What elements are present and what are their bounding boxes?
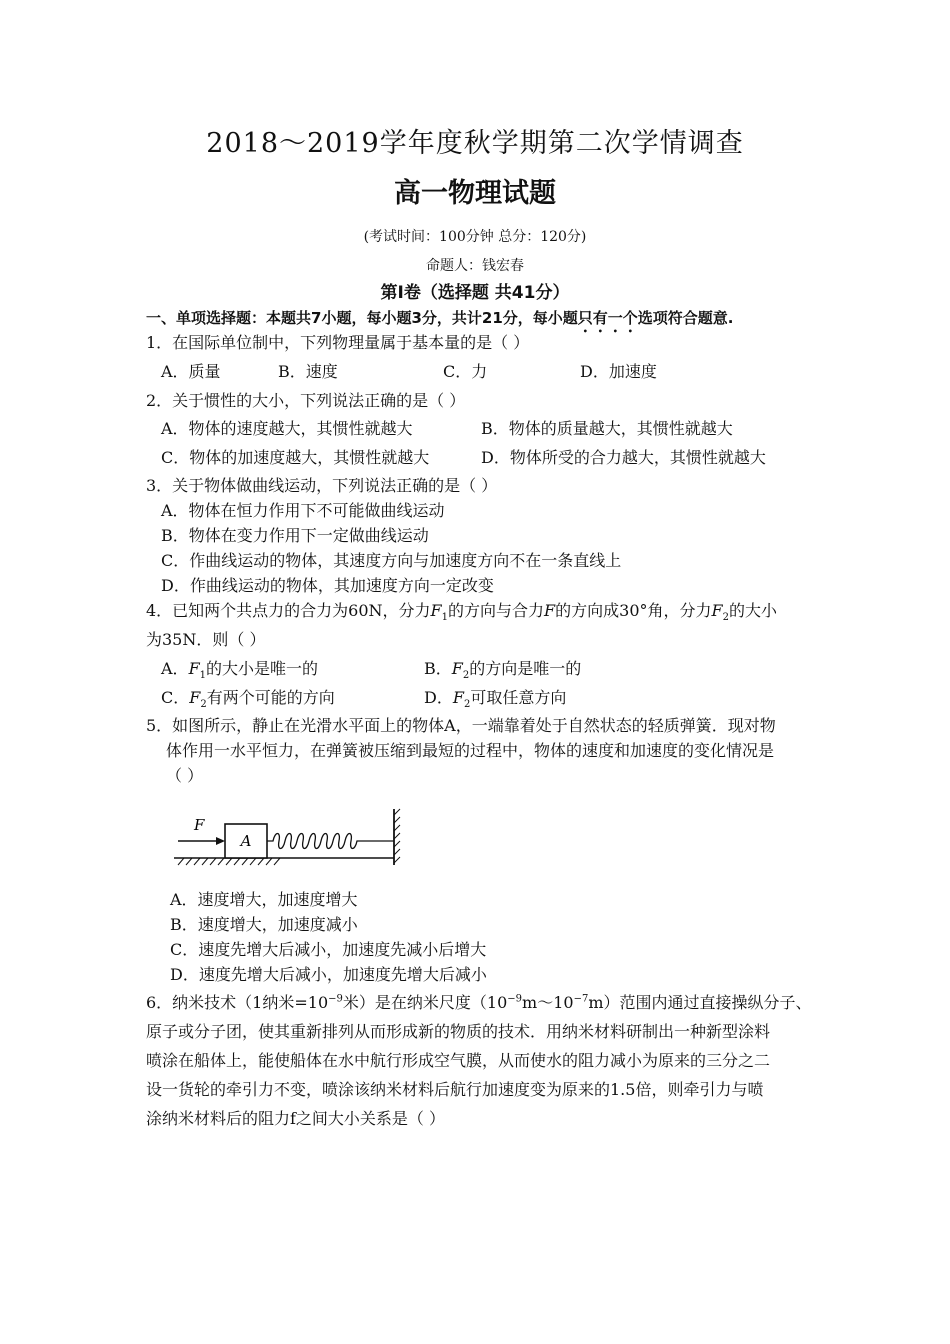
q5-stem-line1: 5．如图所示，静止在光滑水平面上的物体A，一端靠着处于自然状态的轻质弹簧．现对物: [146, 716, 776, 735]
force-label: F: [194, 816, 205, 834]
q6-line3: 喷涂在船体上，能使船体在水中航行形成空气膜，从而使水的阻力减小为原来的三分之二: [146, 1051, 771, 1070]
q4-option-c: [161, 687, 335, 709]
q4-symbol-f: F: [189, 688, 201, 707]
q6-text: 6．纳米技术（1纳米=10: [146, 993, 329, 1012]
q2-option-b: B．物体的质量越大，其惯性就越大: [481, 419, 733, 438]
q2-option-c: C．物体的加速度越大，其惯性就越大: [161, 448, 430, 467]
q3-option-d: D．作曲线运动的物体，其加速度方向一定改变: [161, 576, 494, 595]
q2-option-a: A．物体的速度越大，其惯性就越大: [161, 419, 413, 438]
author-line: 命题人：钱宏春: [426, 258, 524, 274]
q5-option-d: D．速度先增大后减小，加速度先增大后减小: [170, 965, 487, 984]
q4-stem-part-d: 的大小: [729, 601, 778, 620]
q6-line5: 涂纳米材料后的阻力f之间大小关系是（ ）: [146, 1109, 446, 1128]
q3-stem: 3．关于物体做曲线运动，下列说法正确的是（ ）: [146, 476, 498, 495]
q4-symbol-f: F: [711, 601, 723, 620]
q4-option-d: [424, 687, 566, 709]
q5-stem-line3: （ ）: [166, 766, 204, 785]
q4-option-text: 的方向是唯一的: [469, 659, 582, 678]
q4-symbol-f: F: [544, 601, 556, 620]
section-heading-emphasis: 只有一个: [577, 309, 638, 327]
q5-stem-line2: 体作用一水平恒力，在弹簧被压缩到最短的过程中，物体的速度和加速度的变化情况是: [166, 741, 775, 760]
force-arrow-head: [216, 837, 225, 845]
q4-option-label: A．: [161, 659, 189, 678]
q4-stem-part-c: 的方向成30°角，分力: [555, 601, 712, 620]
q4-stem-line1: [146, 600, 777, 622]
spring: [267, 834, 394, 849]
q4-option-b: [424, 658, 581, 680]
q1-option-a: A．质量: [161, 362, 221, 381]
q4-subscript: 2: [462, 670, 470, 682]
q4-symbol-f: F: [451, 659, 463, 678]
q3-option-c: C．作曲线运动的物体，其速度方向与加速度方向不在一条直线上: [161, 551, 622, 570]
q2-option-d: D．物体所受的合力越大，其惯性就越大: [481, 448, 766, 467]
q4-stem-line2: 为35N．则（ ）: [146, 630, 266, 649]
q4-option-label: C．: [161, 688, 190, 707]
q3-option-a: A．物体在恒力作用下不可能做曲线运动: [161, 501, 445, 520]
q4-subscript: 2: [200, 699, 207, 711]
exam-info: (考试时间：100分钟 总分：120分): [363, 229, 587, 245]
block-label: A: [240, 832, 252, 850]
q3-option-b: B．物体在变力作用下一定做曲线运动: [161, 526, 429, 545]
q4-subscript: 2: [722, 612, 730, 624]
q1-stem: 1．在国际单位制中，下列物理量属于基本量的是（ ）: [146, 333, 530, 352]
q5-figure: [170, 805, 410, 875]
ground-hatch: [178, 858, 280, 865]
q4-subscript: 1: [199, 670, 207, 682]
q5-option-c: C．速度先增大后减小，加速度先减小后增大: [170, 940, 487, 959]
q4-option-text: 有两个可能的方向: [206, 688, 335, 707]
q4-option-label: D．: [424, 688, 453, 707]
section-heading-text: 一、单项选择题：本题共7小题，每小题3分，共计21分，每小题: [146, 309, 578, 327]
q4-symbol-f: F: [430, 601, 442, 620]
subject-title: 高一物理试题: [394, 178, 556, 209]
q4-symbol-f: F: [452, 688, 464, 707]
exam-title: 2018～2019学年度秋学期第二次学情调查: [206, 128, 744, 159]
q6-text: m～10: [522, 993, 574, 1012]
q1-option-c: C．力: [443, 362, 488, 381]
q6-line1: [146, 992, 812, 1014]
q6-line2: 原子或分子团，使其重新排列从而形成新的物质的技术．用纳米材料研制出一种新型涂料: [146, 1022, 771, 1041]
volume-title: 第Ⅰ卷（选择题 共41分）: [380, 283, 570, 303]
q4-option-label: B．: [424, 659, 452, 678]
section-heading-tail: 选项符合题意.: [637, 309, 734, 327]
q4-stem-part-a: 4．已知两个共点力的合力为60N，分力: [146, 601, 431, 620]
q4-option-a: [161, 658, 318, 680]
q4-subscript: 2: [463, 699, 471, 711]
q6-text: 米）是在纳米尺度（10: [342, 993, 508, 1012]
q1-option-b: B．速度: [278, 362, 338, 381]
q6-exponent: −9: [328, 993, 343, 1005]
q4-stem-part-b: 的方向与合力: [448, 601, 545, 620]
q5-option-a: A．速度增大，加速度增大: [170, 890, 358, 909]
q6-exponent: −7: [573, 993, 589, 1005]
q6-exponent: −9: [507, 993, 523, 1005]
q4-subscript: 1: [441, 612, 449, 624]
q4-option-text: 可取任意方向: [470, 688, 567, 707]
q4-option-text: 的大小是唯一的: [206, 659, 319, 678]
q5-option-b: B．速度增大，加速度减小: [170, 915, 358, 934]
q1-option-d: D．加速度: [580, 362, 657, 381]
q4-symbol-f: F: [188, 659, 200, 678]
q6-line4: 设一货轮的牵引力不变，喷涂该纳米材料后航行加速度变为原来的1.5倍，则牵引力与喷: [146, 1080, 764, 1099]
q6-text: m）范围内通过直接操纵分子、: [588, 993, 812, 1012]
q2-stem: 2．关于惯性的大小，下列说法正确的是（ ）: [146, 391, 466, 410]
